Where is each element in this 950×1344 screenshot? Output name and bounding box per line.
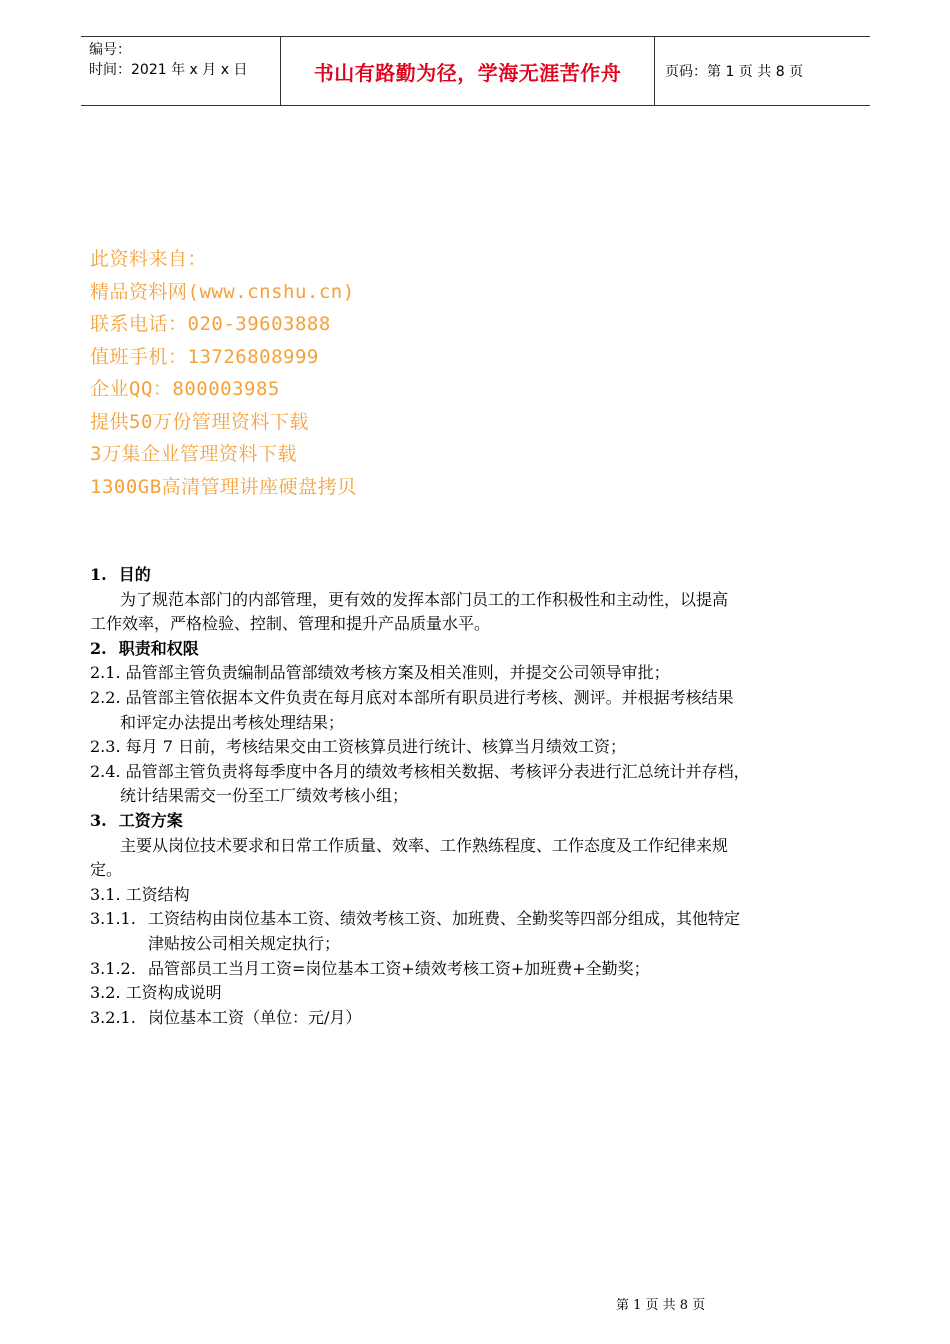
clause-text: 工资结构由岗位基本工资、绩效考核工资、加班费、全勤奖等四部分组成，其他特定 (148, 909, 741, 929)
clause-continuation: 统计结果需交一份至工厂绩效考核小组； (120, 786, 409, 806)
document-date: 时间：2021 年 x 月 x 日 (89, 62, 248, 78)
ad-line: 提供50万份管理资料下载 (90, 410, 309, 433)
header-page-info: 页码：第 1 页 共 8 页 (665, 64, 804, 80)
clause-text: 品管部主管负责编制品管部绩效考核方案及相关准则，并提交公司领导审批； (125, 663, 670, 683)
paragraph-line: 主要从岗位技术要求和日常工作质量、效率、工作熟练程度、工作态度及工作纪律来规 (120, 835, 729, 855)
clause-number: 2.3. (90, 737, 121, 757)
clause (90, 760, 870, 785)
paragraph-line: 工作效率，严格检验、控制、管理和提升产品质量水平。 (90, 614, 491, 634)
clause-continuation: 津贴按公司相关规定执行； (148, 933, 341, 953)
clause-number: 2.4. (90, 761, 121, 781)
section-number: 3. (90, 810, 107, 830)
clause (90, 957, 870, 982)
clause-number: 2.1. (90, 663, 121, 683)
clause-text: 品管部主管负责将每季度中各月的绩效考核相关数据、考核评分表进行汇总统计并存档， (125, 761, 750, 781)
advertisement-block (90, 243, 357, 503)
paragraph-line: 为了规范本部门的内部管理，更有效的发挥本部门员工的工作积极性和主动性，以提高 (120, 589, 729, 609)
section-title: 职责和权限 (118, 638, 199, 658)
subsection-heading: 3.2. 工资构成说明 (90, 983, 222, 1003)
header-meta (81, 37, 281, 105)
clause-text: 品管部员工当月工资=岗位基本工资+绩效考核工资+加班费+全勤奖； (148, 958, 650, 978)
page-footer: 第 1 页 共 8 页 (616, 1298, 706, 1313)
clause (90, 686, 870, 711)
page-header (81, 36, 870, 106)
clause-number: 3.1.2. (90, 958, 136, 978)
clause-number: 3.1.1. (90, 909, 136, 929)
clause-text: 岗位基本工资（单位：元/月） (148, 1007, 362, 1027)
section-heading (90, 563, 870, 588)
section-number: 2. (90, 638, 107, 658)
clause (90, 735, 870, 760)
clause-continuation: 和评定办法提出考核处理结果； (120, 712, 345, 732)
clause (90, 907, 870, 932)
section-title: 目的 (118, 565, 151, 584)
clause-text: 品管部主管依据本文件负责在每月底对本部所有职员进行考核、测评。并根据考核结果 (125, 687, 734, 707)
section-title: 工资方案 (118, 810, 183, 830)
clause-text: 每月 7 日前，考核结果交由工资核算员进行统计、核算当月绩效工资； (125, 737, 626, 757)
section-number: 1. (90, 565, 107, 584)
clause-number: 2.2. (90, 687, 121, 707)
document-body (90, 563, 870, 1030)
section-heading (90, 809, 870, 834)
paragraph-line: 定。 (90, 860, 123, 880)
ad-line: 企业QQ：800003985 (90, 378, 280, 400)
header-motto: 书山有路勤为径，学海无涯苦作舟 (281, 37, 655, 105)
ad-line: 值班手机：13726808999 (90, 345, 319, 368)
section-heading (90, 637, 870, 662)
ad-line: 联系电话：020-39603888 (90, 313, 331, 335)
clause-number: 3.2.1. (90, 1007, 136, 1027)
clause (90, 661, 870, 686)
ad-line: 精品资料网(www.cnshu.cn) (90, 280, 355, 303)
document-number-label: 编号： (89, 42, 131, 58)
ad-line: 3万集企业管理资料下载 (90, 443, 297, 465)
subsection-heading: 3.1. 工资结构 (90, 884, 190, 904)
ad-line: 此资料来自： (90, 248, 208, 270)
ad-line: 1300GB高清管理讲座硬盘拷贝 (90, 475, 357, 498)
clause (90, 1006, 870, 1031)
